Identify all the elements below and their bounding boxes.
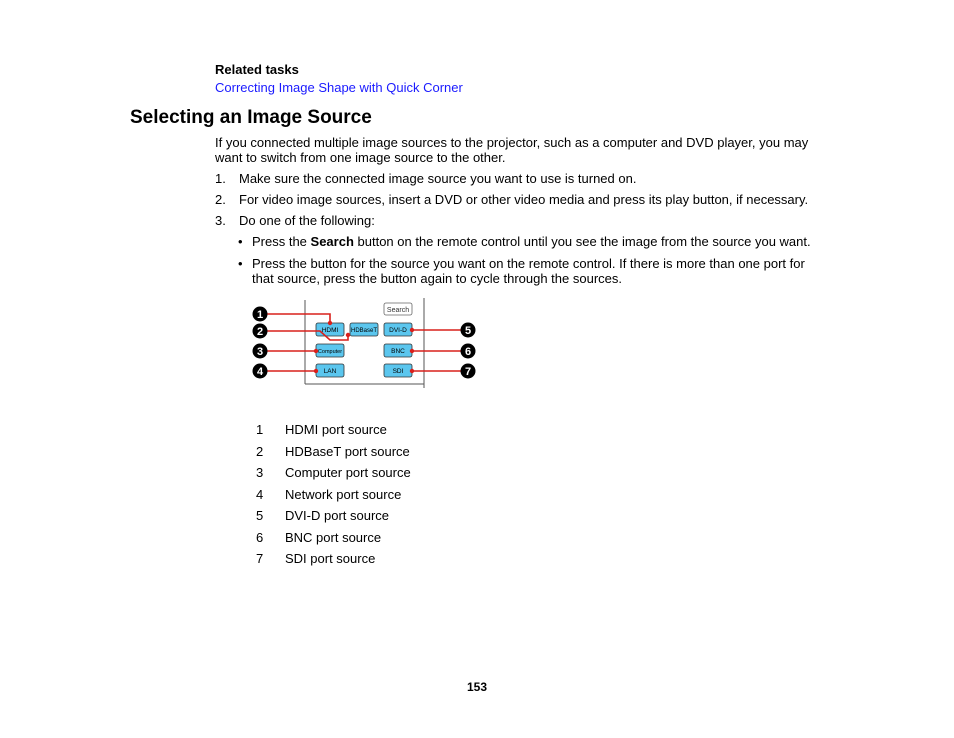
- legend-row-4: [256, 487, 556, 503]
- bnc-button: [384, 344, 412, 357]
- callout-1: [253, 307, 268, 322]
- svg-text:BNC: BNC: [391, 348, 405, 355]
- svg-text:SDI: SDI: [392, 368, 404, 375]
- step-text: Do one of the following:: [239, 213, 375, 228]
- legend-number: 2: [256, 444, 264, 459]
- legend-row-5: [256, 508, 556, 524]
- svg-text:DVI-D: DVI-D: [389, 327, 407, 334]
- svg-text:6: 6: [464, 346, 472, 358]
- callout-7: [461, 364, 476, 379]
- bullet-marker: •: [238, 256, 243, 271]
- dvi-d-button: [384, 323, 412, 336]
- legend-number: 7: [256, 551, 264, 566]
- legend-label: DVI-D port source: [285, 508, 390, 523]
- legend-row-6: [256, 530, 556, 546]
- svg-text:LAN: LAN: [323, 368, 337, 375]
- legend-row-1: [256, 422, 556, 438]
- step-2: [215, 192, 825, 208]
- legend-label: HDBaseT port source: [285, 444, 410, 459]
- step-number: 3.: [215, 213, 226, 228]
- sdi-button: [384, 364, 412, 377]
- callout-5: [461, 323, 476, 338]
- svg-text:2: 2: [256, 326, 264, 338]
- callout-4: [253, 364, 268, 379]
- svg-text:HDBaseT: HDBaseT: [350, 328, 378, 334]
- legend-number: 5: [256, 508, 264, 523]
- svg-text:4: 4: [256, 366, 264, 378]
- svg-text:7: 7: [464, 366, 472, 378]
- legend-row-3: [256, 465, 556, 481]
- svg-text:HDMI: HDMI: [321, 327, 339, 334]
- related-tasks-heading: Related tasks: [215, 62, 299, 77]
- legend-number: 4: [256, 487, 264, 502]
- bullet-marker: •: [238, 234, 243, 249]
- callout-6: [461, 344, 476, 359]
- bullet-text: Press the Search button on the remote control until you see the image from the source you want.: [252, 234, 811, 249]
- hdbaset-button: [350, 323, 378, 336]
- section-title: Selecting an Image Source: [130, 107, 372, 128]
- page-number: 153: [466, 680, 488, 694]
- legend-number: 6: [256, 530, 264, 545]
- callout-3: [253, 344, 268, 359]
- computer-button: [316, 344, 344, 357]
- bullet-text: Press the button for the source you want on the remote control. If there is more than one port for that source, press the button again to cycle through the sources.: [252, 256, 805, 286]
- svg-text:5: 5: [464, 325, 472, 337]
- legend-label: HDMI port source: [285, 422, 387, 437]
- step-1: [215, 171, 825, 187]
- intro-paragraph: If you connected multiple image sources to the projector, such as a computer and DVD player, you may want to switch from one image source to the other.: [215, 135, 809, 165]
- remote-control-diagram: [250, 296, 480, 388]
- legend-row-7: [256, 551, 556, 567]
- callout-2: [253, 324, 268, 339]
- legend-number: 3: [256, 465, 264, 480]
- legend-row-2: [256, 444, 556, 460]
- step-3: [215, 213, 825, 229]
- legend-label: Computer port source: [285, 465, 411, 480]
- svg-text:1: 1: [256, 309, 264, 321]
- lan-button: [316, 364, 344, 377]
- legend-label: Network port source: [285, 487, 402, 502]
- search-button-term: Search: [310, 234, 354, 249]
- step-text: For video image sources, insert a DVD or other video media and press its play button, if necessary.: [239, 192, 809, 207]
- svg-text:Search: Search: [386, 307, 410, 314]
- step-text: Make sure the connected image source you want to use is turned on.: [239, 171, 637, 186]
- bullet-search: [238, 234, 828, 250]
- search-button: [384, 303, 412, 315]
- legend-label: BNC port source: [285, 530, 382, 545]
- quick-corner-link[interactable]: Correcting Image Shape with Quick Corner: [215, 80, 463, 95]
- legend-number: 1: [256, 422, 264, 437]
- bullet-source-button: [238, 256, 828, 288]
- step-number: 1.: [215, 171, 226, 186]
- svg-text:Computer: Computer: [317, 349, 343, 355]
- step-number: 2.: [215, 192, 226, 207]
- legend-label: SDI port source: [285, 551, 376, 566]
- svg-text:3: 3: [256, 346, 264, 358]
